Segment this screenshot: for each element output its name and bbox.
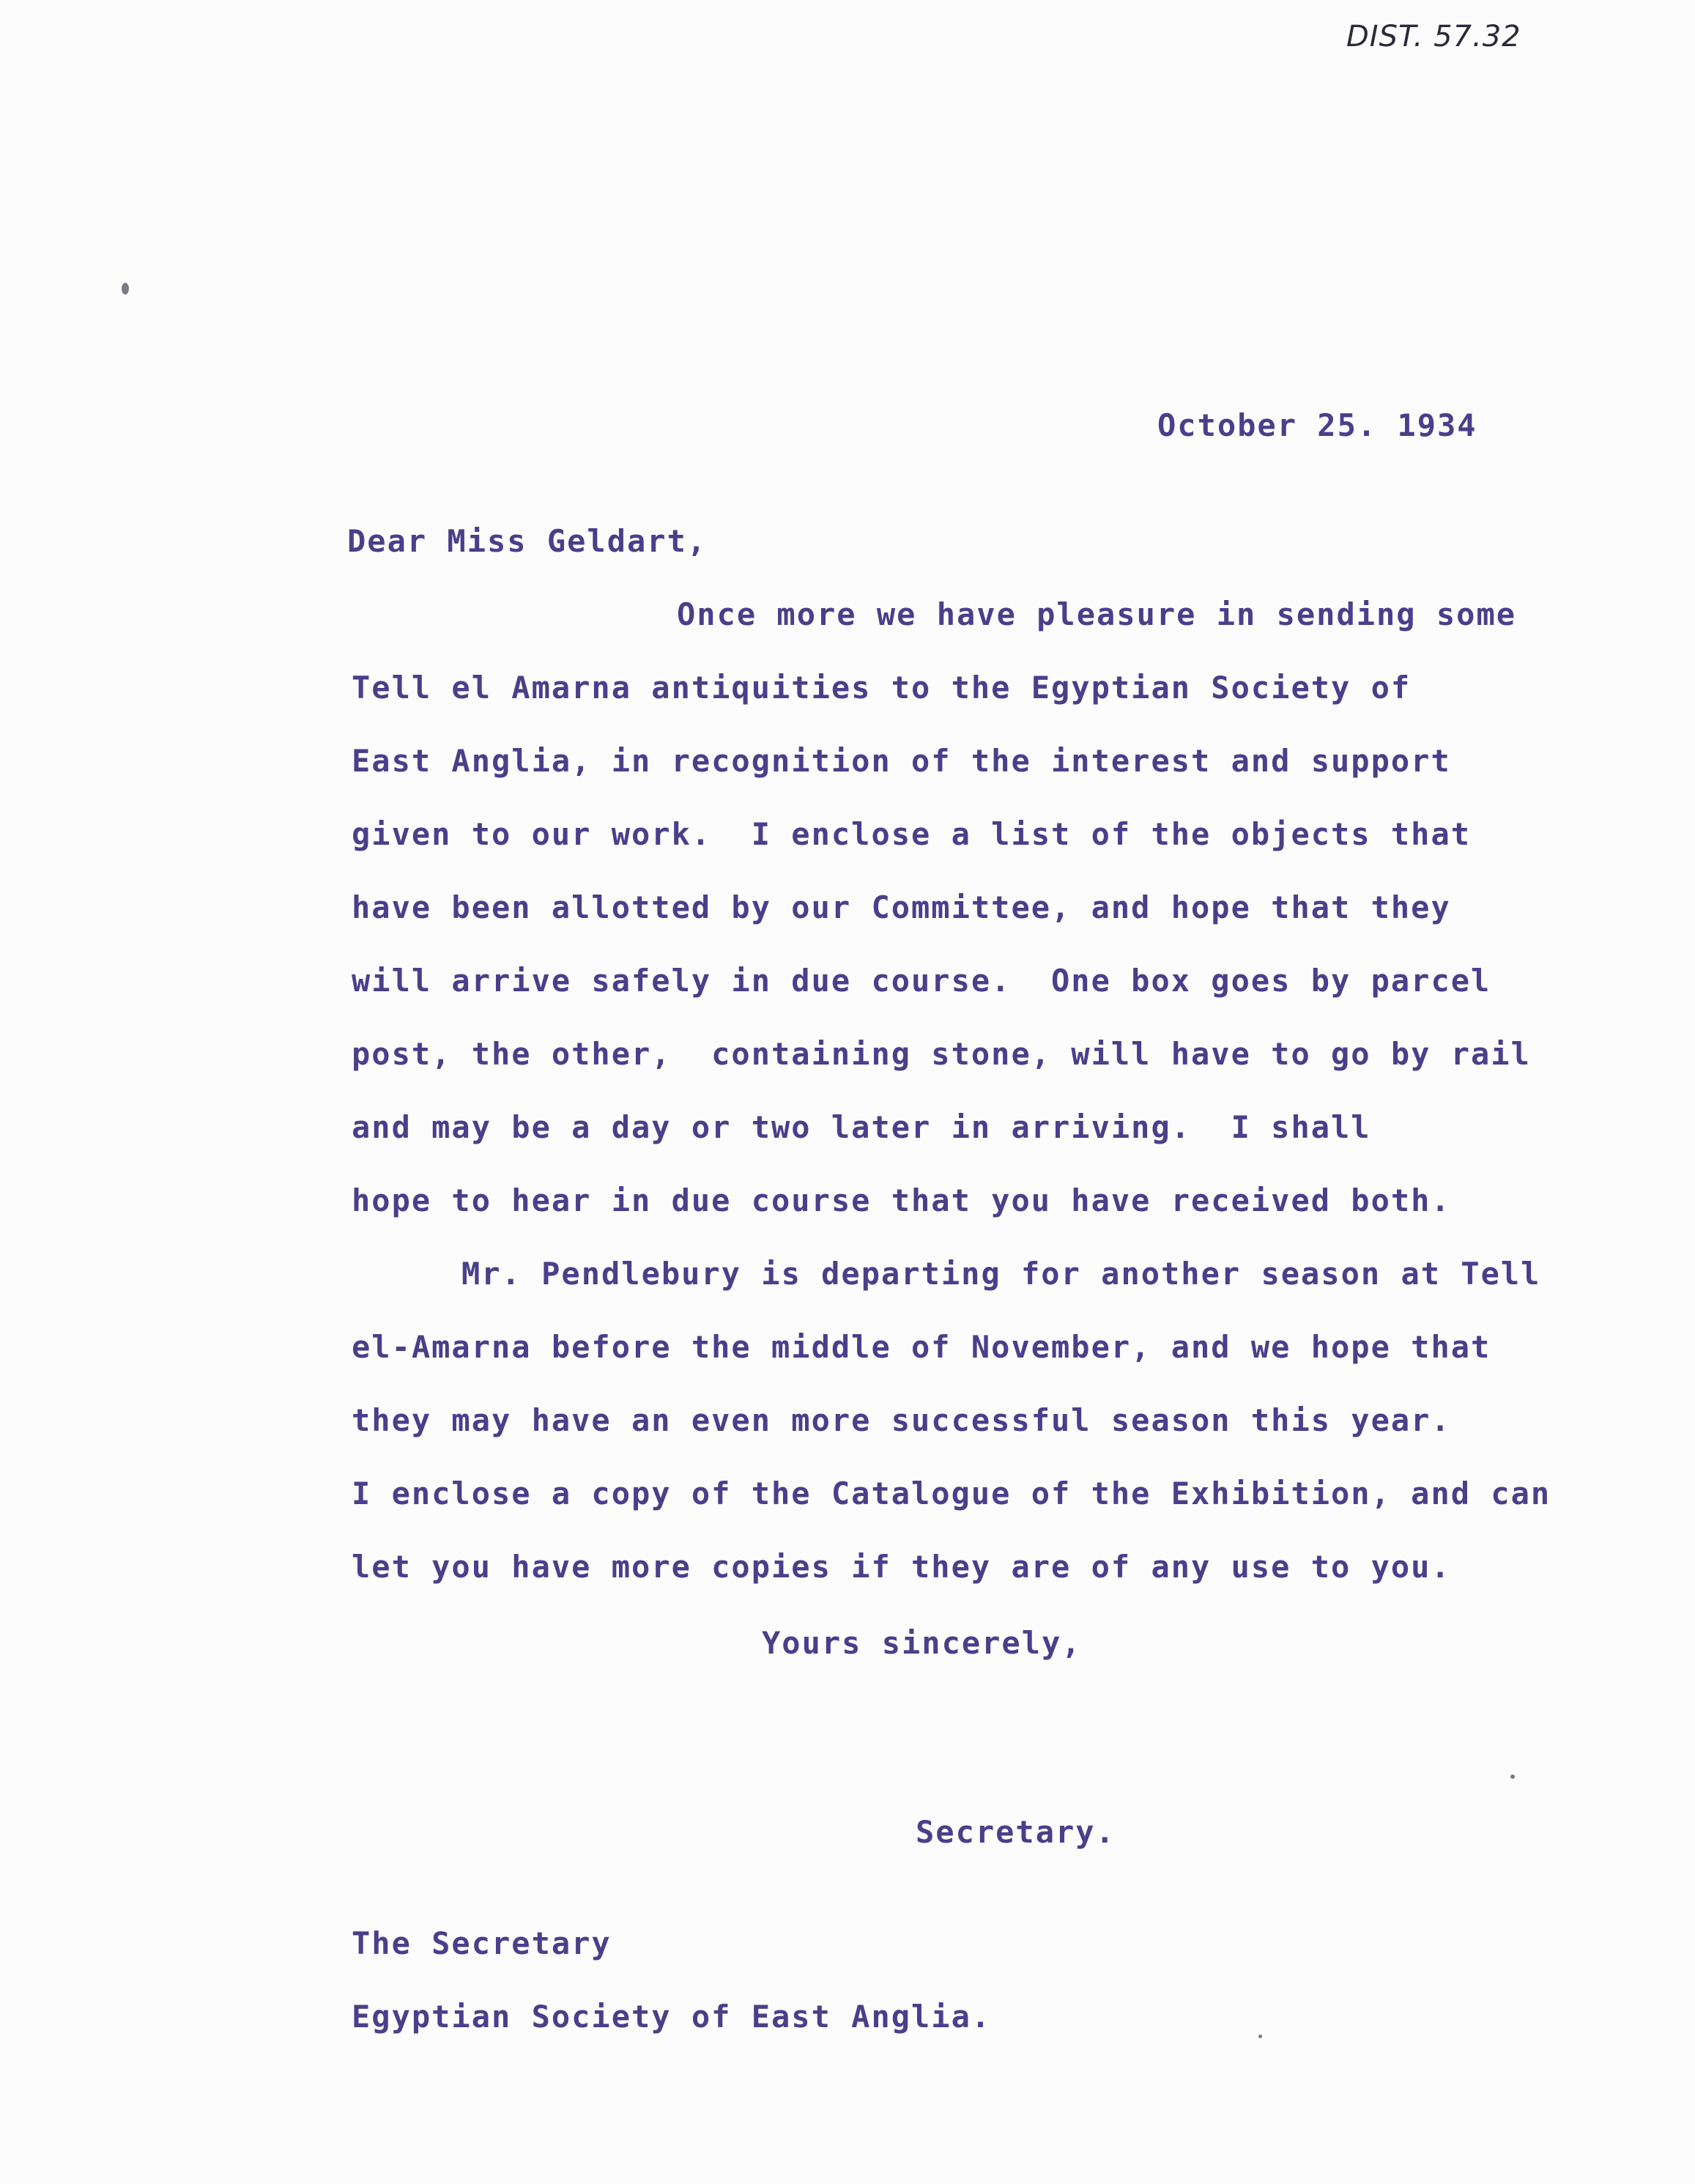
body-line: let you have more copies if they are of any use to you. <box>352 1549 1451 1585</box>
signature-title: Secretary. <box>916 1814 1116 1850</box>
body-line: post, the other, containing stone, will have to go by rail <box>352 1036 1531 1072</box>
body-line: will arrive safely in due course. One box goes by parcel <box>352 963 1491 999</box>
paper-speck <box>1510 1774 1515 1779</box>
closing: Yours sincerely, <box>762 1625 1082 1661</box>
body-line: and may be a day or two later in arriving. I shall <box>352 1109 1371 1145</box>
paper-speck <box>1258 2035 1262 2038</box>
letter-date: October 25. 1934 <box>1157 407 1477 443</box>
body-line: have been allotted by our Committee, and hope that they <box>352 889 1451 925</box>
body-line: East Anglia, in recognition of the interest and support <box>352 743 1451 779</box>
paper-speck <box>122 283 129 295</box>
body-line: el-Amarna before the middle of November, and we hope that <box>352 1329 1491 1365</box>
body-line: I enclose a copy of the Catalogue of the Exhibition, and can <box>352 1476 1551 1511</box>
archive-reference: DIST. 57.32 <box>1346 20 1521 53</box>
body-line: Once more we have pleasure in sending some <box>677 596 1517 632</box>
body-line: Tell el Amarna antiquities to the Egyptian Society of <box>352 670 1412 706</box>
addressee-line: Egyptian Society of East Anglia. <box>352 1999 992 2035</box>
addressee-line: The Secretary <box>352 1925 612 1961</box>
body-line: hope to hear in due course that you have received both. <box>352 1182 1451 1218</box>
body-line: given to our work. I enclose a list of the objects that <box>352 816 1472 852</box>
body-line: Mr. Pendlebury is departing for another season at Tell <box>461 1256 1541 1292</box>
salutation: Dear Miss Geldart, <box>347 523 708 559</box>
body-line: they may have an even more successful season this year. <box>352 1402 1451 1438</box>
